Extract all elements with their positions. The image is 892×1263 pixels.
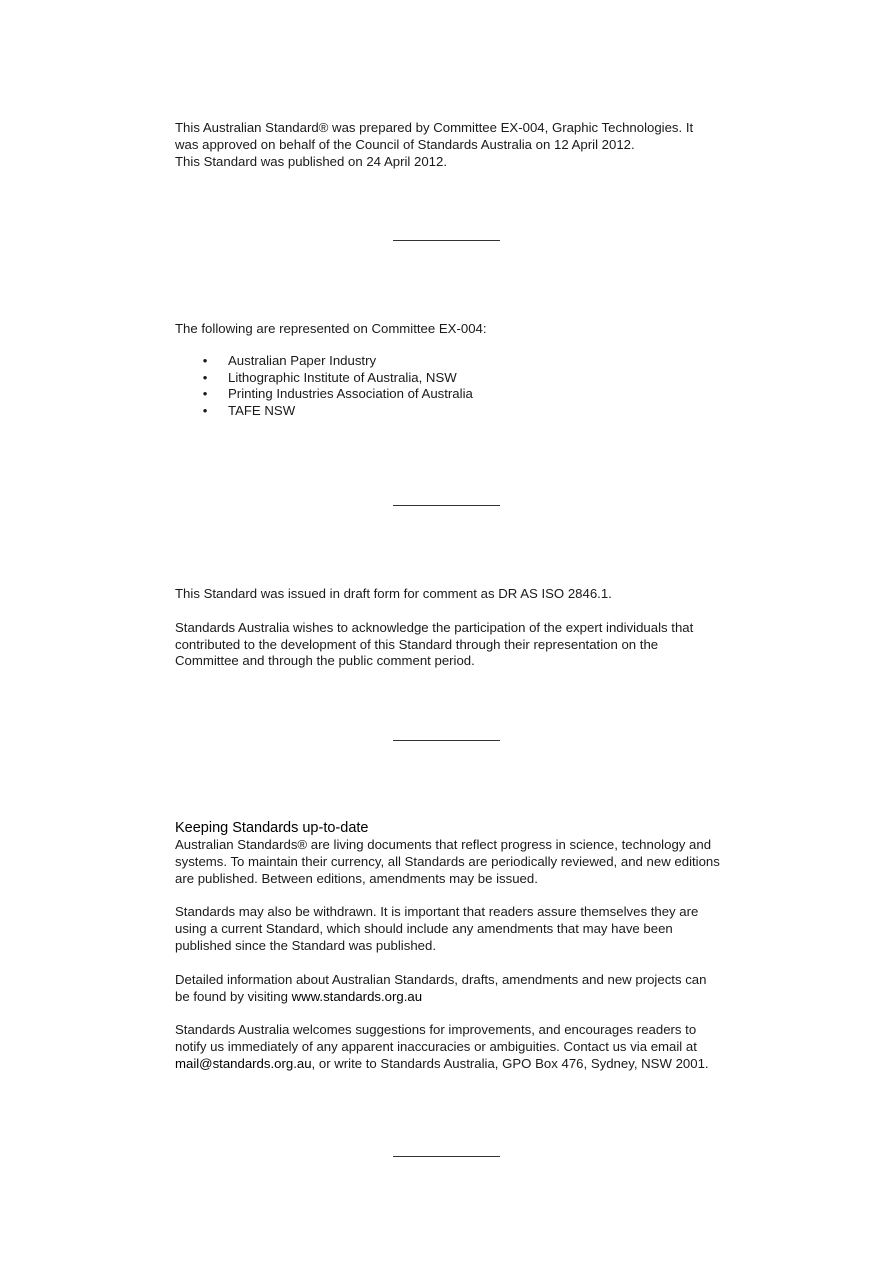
section-divider [393,740,500,741]
prep-line-2: was approved on behalf of the Council of Standards Australia on 12 April 2012. [175,136,635,152]
bullet-icon: • [202,352,208,368]
draft-section [175,586,735,670]
draft-issued-text: This Standard was issued in draft form for comment as DR AS ISO 2846.1. [175,586,612,601]
p1-line-2: systems. To maintain their currency, all Standards are periodically reviewed, and new editions [175,853,720,869]
p1-line-1: Australian Standards® are living documents that reflect progress in science, technology and [175,837,712,852]
section-divider [393,240,500,241]
member-name: TAFE NSW [228,403,296,419]
list-item [175,370,735,387]
bullet-icon: • [202,403,208,419]
list-item [175,403,735,420]
list-item [175,353,735,370]
email-link[interactable]: mail@standards.org.au [175,1055,312,1071]
committee-section [175,321,735,420]
p2-line-3: published since the Standard was published. [175,937,436,953]
committee-intro: The following are represented on Committee EX-004: [175,321,487,336]
living-documents-paragraph [175,837,735,887]
information-paragraph [175,972,735,1006]
suggestions-paragraph [175,1022,735,1072]
uptodate-section [175,820,735,1073]
bullet-icon: • [202,386,208,402]
committee-member-list [175,353,735,420]
member-name: Lithographic Institute of Australia, NSW [228,369,457,385]
acknowledgement-paragraph [175,620,735,670]
withdrawn-paragraph [175,904,735,954]
member-name: Australian Paper Industry [228,352,377,368]
ack-line-2: contributed to the development of this Standard through their representation on the [175,636,659,652]
p3-line-1: Detailed information about Australian Standards, drafts, amendments and new projects can [175,971,707,987]
bullet-icon: • [202,369,208,385]
p2-line-2: using a current Standard, which should include any amendments that may have been [175,921,673,937]
p4-line-2: notify us immediately of any apparent inaccuracies or ambiguities. Contact us via email at [175,1039,697,1055]
prep-line-1: This Australian Standard® was prepared by Committee EX-004, Graphic Technologies. It [175,120,694,135]
p3-line-2-prefix: be found by visiting [175,988,292,1004]
member-name: Printing Industries Association of Australia [228,386,473,402]
p2-line-1: Standards may also be withdrawn. It is important that readers assure themselves they are [175,904,699,920]
p4-line-1: Standards Australia welcomes suggestions for improvements, and encourages readers to [175,1022,697,1038]
ack-line-1: Standards Australia wishes to acknowledge the participation of the expert individuals that [175,619,694,635]
ack-line-3: Committee and through the public comment period. [175,653,475,669]
p1-line-3: are published. Between editions, amendments may be issued. [175,870,538,886]
prep-line-3: This Standard was published on 24 April 2012. [175,153,447,169]
section-heading: Keeping Standards up-to-date [175,820,369,836]
section-divider [393,505,500,506]
p4-line-3-suffix: , or write to Standards Australia, GPO Box 476, Sydney, NSW 2001. [311,1055,709,1071]
website-link[interactable]: www.standards.org.au [291,988,423,1004]
preparation-statement [175,120,735,170]
section-divider [393,1156,500,1157]
list-item [175,386,735,403]
